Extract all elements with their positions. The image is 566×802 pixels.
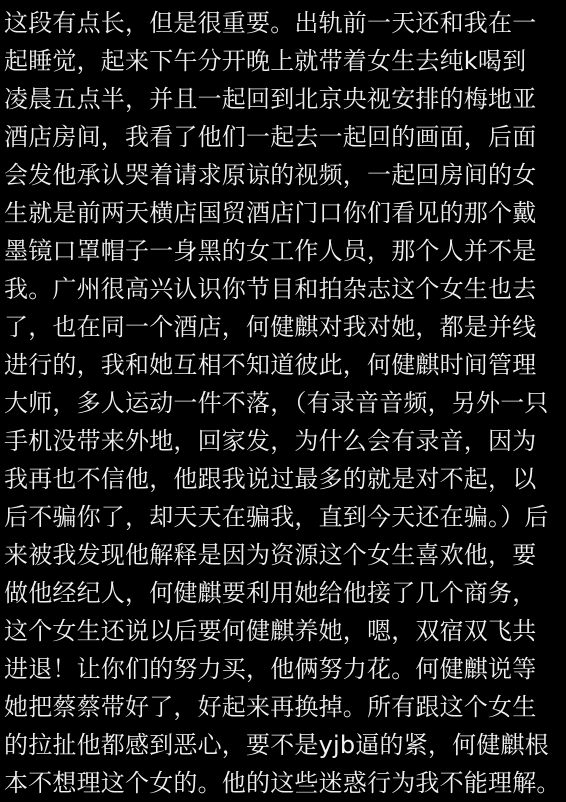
text-line: 酒店房间，我看了他们一起去一起回的画面，后面	[4, 123, 537, 151]
text-line: 来被我发现他解释是因为资源这个女生喜欢他，要	[4, 541, 537, 569]
text-line: 这个女生还说以后要何健麒养她，嗯，双宿双飞共	[4, 617, 537, 645]
text-line: 后不骗你了，却天天在骗我，直到今天还在骗。）后	[4, 503, 549, 531]
text-line: 起睡觉，起来下午分开晚上就带着女生去纯k喝到	[4, 47, 527, 75]
post-text-block	[0, 4, 566, 802]
text-line: 做他经纪人，何健麒要利用她给他接了几个商务，	[4, 579, 537, 607]
text-line: 的拉扯他都感到恶心，要不是yjb逼的紧，何健麒根	[4, 731, 549, 759]
text-line: 进行的，我和她互相不知道彼此，何健麒时间管理	[4, 351, 537, 379]
text-line: 我再也不信他，他跟我说过最多的就是对不起，以	[4, 465, 537, 493]
text-line: 我。广州很高兴认识你节目和拍杂志这个女生也去	[4, 275, 537, 303]
text-line: 会发他承认哭着请求原谅的视频，一起回房间的女	[4, 161, 537, 189]
text-line: 她把蔡蔡带好了，好起来再换掉。所有跟这个女生	[4, 693, 537, 721]
text-line: 生就是前两天横店国贸酒店门口你们看见的那个戴	[4, 199, 537, 227]
text-line: 大师，多人运动一件不落，（有录音音频，另外一只	[4, 389, 549, 417]
text-line: 手机没带来外地，回家发，为什么会有录音，因为	[4, 427, 537, 455]
text-line: 进退！让你们的努力买，他俩努力花。何健麒说等	[4, 655, 537, 683]
text-line: 凌晨五点半，并且一起回到北京央视安排的梅地亚	[4, 85, 537, 113]
text-line: 了，也在同一个酒店，何健麒对我对她，都是并线	[4, 313, 537, 341]
text-line: 本不想理这个女的。他的这些迷惑行为我不能理解。	[4, 769, 561, 797]
text-line: 墨镜口罩帽子一身黑的女工作人员，那个人并不是	[4, 237, 537, 265]
text-line: 这段有点长，但是很重要。出轨前一天还和我在一	[4, 9, 537, 37]
